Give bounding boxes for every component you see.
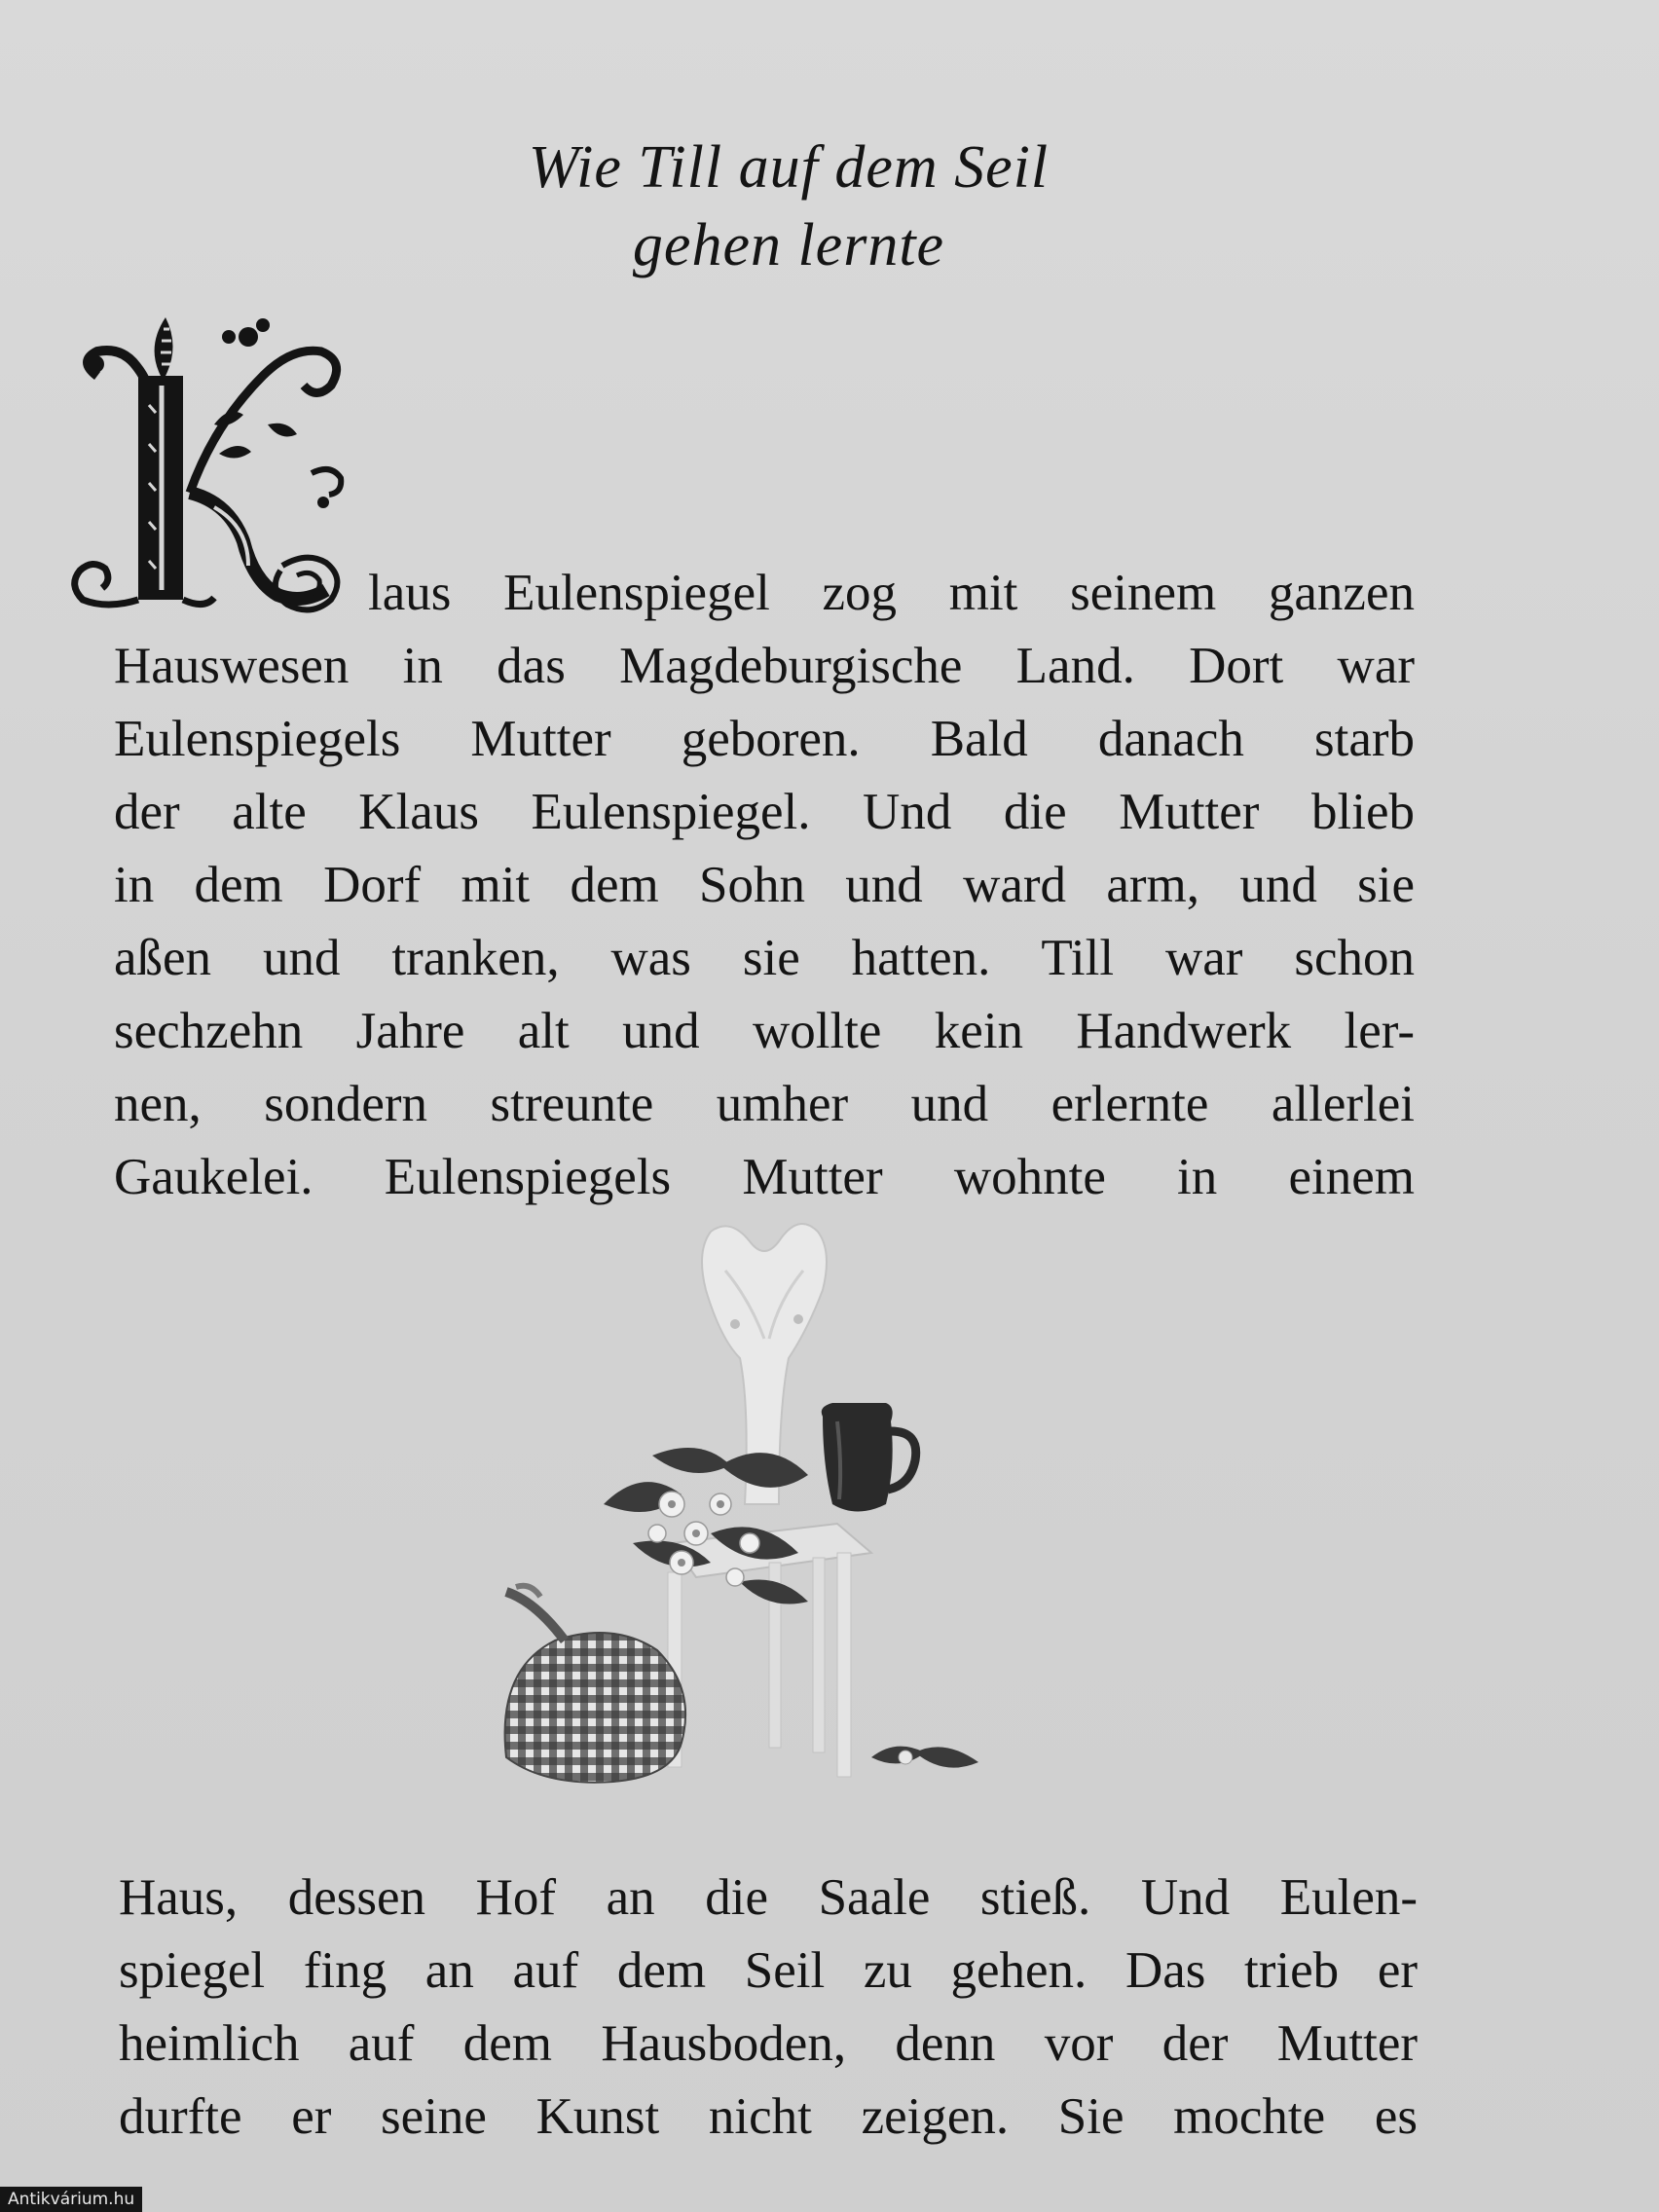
text-line: durfte er seine Kunst nicht zeigen. Sie mochte es	[119, 2088, 1418, 2145]
text-line: Eulenspiegels Mutter geboren. Bald danach starb	[114, 711, 1415, 767]
chair-still-life-photo	[487, 1212, 1032, 1825]
text-line: der alte Klaus Eulenspiegel. Und die Mutter blieb	[114, 784, 1415, 840]
watermark: Antikvárium.hu	[0, 2187, 142, 2212]
text-line: Haus, dessen Hof an die Saale stieß. Und Eulen-	[119, 1869, 1418, 1926]
text-line: aßen und tranken, was sie hatten. Till war schon	[114, 930, 1415, 986]
text-line: heimlich auf dem Hausboden, denn vor der Mutter	[119, 2015, 1418, 2072]
text-line: Gaukelei. Eulenspiegels Mutter wohnte in einem	[114, 1149, 1415, 1205]
ornamental-initial-k	[68, 308, 360, 629]
text-line: spiegel fing an auf dem Seil zu gehen. Das trieb er	[119, 1942, 1418, 1999]
text-line: nen, sondern streunte umher und erlernte allerlei	[114, 1076, 1415, 1132]
text-line: laus Eulenspiegel zog mit seinem ganzen	[368, 565, 1415, 621]
text-line: Hauswesen in das Magdeburgische Land. Dort war	[114, 638, 1415, 694]
text-line: sechzehn Jahre alt und wollte kein Handwerk ler-	[114, 1003, 1415, 1059]
text-line: in dem Dorf mit dem Sohn und ward arm, und sie	[114, 857, 1415, 913]
chapter-title-line-2: gehen lernte	[632, 212, 945, 278]
chapter-title-line-1: Wie Till auf dem Seil	[528, 134, 1050, 201]
